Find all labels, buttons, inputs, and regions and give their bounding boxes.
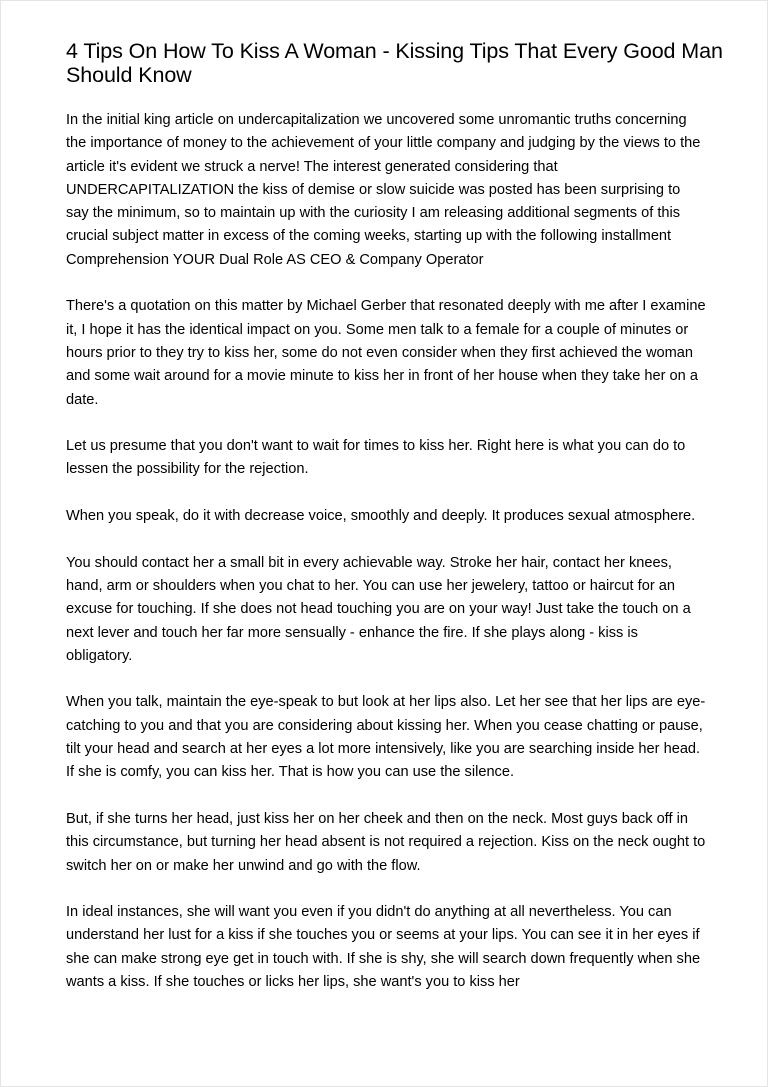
document-title: 4 Tips On How To Kiss A Woman - Kissing Tips That Every Good Man Should Know bbox=[66, 39, 723, 87]
paragraph-3: Let us presume that you don't want to wait for times to kiss her. Right here is what you can do to lessen the possibility for the rejection. bbox=[66, 438, 686, 478]
paragraph-1: In the initial king article on undercapitalization we uncovered some unromantic truths concerning the importance of money to the achievement of your little company and judging by the views to the article it's evident we struck a nerve! The interest generated considering that UNDERCAPITALIZATION the kiss of demise or slow suicide was posted has been surprising to say the minimum, so to maintain up with the curiosity I am releasing additional segments of this crucial subject matter in excess of the coming weeks, starting up with the following installment Comprehension YOUR Dual Role AS CEO & Company Operator bbox=[66, 112, 701, 268]
paragraph-4: When you speak, do it with decrease voice, smoothly and deeply. It produces sexual atmosphere. bbox=[66, 508, 696, 525]
paragraph-5: You should contact her a small bit in every achievable way. Stroke her hair, contact her knees, hand, arm or shoulders when you chat to her. You can use her jewelery, tattoo or haircut for an excuse for touching. If she does not head touching you are on your way! Just take the touch on a next lever and touch her far more sensually - enhance the fire. If she plays along - kiss is obligatory. bbox=[66, 554, 691, 664]
paragraph-6: When you talk, maintain the eye-speak to but look at her lips also. Let her see that her lips are eye-catching to you and that you are considering about kissing her. When you cease chatting or pause, tilt your head and search at her eyes a lot more intensively, like you are searching inside her head. If she is comfy, you can kiss her. That is how you can use the silence. bbox=[66, 694, 706, 781]
document-body bbox=[66, 109, 706, 1018]
paragraph-2: There's a quotation on this matter by Michael Gerber that resonated deeply with me after I examine it, I hope it has the identical impact on you. Some men talk to a female for a couple of minutes or hours prior to they try to kiss her, some do not even consider when they first achieved the woman and some wait around for a movie minute to kiss her in front of her house when they take her on a date. bbox=[66, 298, 706, 408]
paragraph-7: But, if she turns her head, just kiss her on her cheek and then on the neck. Most guys back off in this circumstance, but turning her head absent is not required a rejection. Kiss on the neck ought to switch her on or make her unwind and go with the flow. bbox=[66, 810, 706, 874]
paragraph-8: In ideal instances, she will want you even if you didn't do anything at all nevertheless. You can understand her lust for a kiss if she touches you or seems at your lips. You can see it in her eyes if she can make strong eye get in touch with. If she is shy, she will search down frequently when she wants a kiss. If she touches or licks her lips, she want's you to kiss her bbox=[66, 904, 701, 990]
